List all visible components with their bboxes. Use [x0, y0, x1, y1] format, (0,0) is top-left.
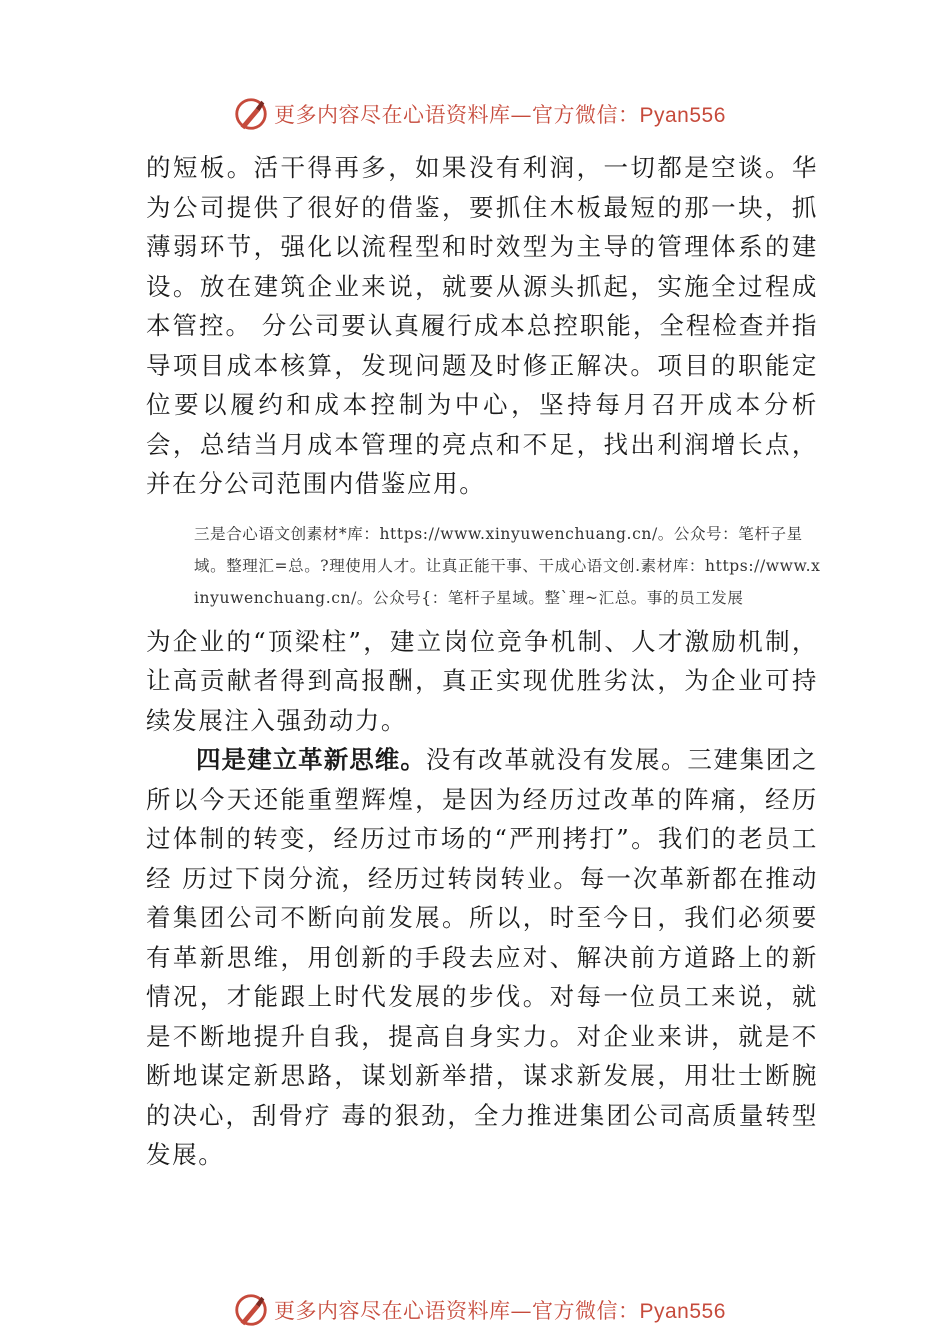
watermark-noise-text: 三是合心语文创素材*库：https://www.xinyuwenchuang.cn/。公众号：笔杆子星域。整理汇=总。?理使用人才。让真正能干事、干成心语文创.素材库：https://www.xinyuwenchuang.cn/。公众号{：笔杆子星域。整`理~汇总。事的员工发展 [194, 524, 821, 607]
banner-label: 更多内容尽在心语资料库—官方微信： [274, 1299, 640, 1323]
wechat-id: Pyan556 [639, 1300, 726, 1323]
brush-logo-icon [232, 1291, 270, 1329]
paragraph-innovation-body: 没有改革就没有发展。三建集团之所以今天还能重塑辉煌，是因为经历过改革的阵痛，经历过体制的转变，经历过市场的“严刑拷打”。我们的老员工经 历过下岗分流，经历过转岗转业。每一次革新都在推动着集团公司不断向前发展。所以，时至今日，我们必须要有革新思维，用创新的手段去应对、解决前方道路上的新情况，才能跟上时代发展的步伐。对每一位员工来说，就是不断地提升自我，提高自身实力。对企业来讲，就是不断地谋定新思路，谋划新举措，谋求新发展，用壮士断腕的决心，刮骨疗 毒的狠劲，全力推进集团公司高质量转型发展。 [146, 745, 818, 1169]
document-body [146, 148, 821, 1175]
wechat-id: Pyan556 [639, 104, 726, 127]
banner-label: 更多内容尽在心语资料库—官方微信： [274, 103, 640, 127]
header-banner [232, 94, 752, 134]
footer-banner [232, 1290, 752, 1330]
paragraph-innovation [146, 740, 818, 1175]
banner-text [274, 99, 726, 129]
paragraph-talent: 为企业的“顶梁柱”，建立岗位竞争机制、人才激励机制，让高贡献者得到高报酬，真正实现优胜劣汰，为企业可持续发展注入强劲动力。 [146, 626, 818, 735]
banner-text [274, 1295, 726, 1325]
brush-logo-icon [232, 95, 270, 133]
section-heading: 四是建立革新思维。 [196, 745, 426, 774]
paragraph-cost-control: 的短板。活干得再多，如果没有利润，一切都是空谈。华为公司提供了很好的借鉴，要抓住木板最短的那一块，抓薄弱环节，强化以流程型和时效型为主导的管理体系的建设。放在建筑企业来说，就要从源头抓起，实施全过程成本管控。 分公司要认真履行成本总控职能，全程检查并指导项目成本核算，发现问题及时修正解决。项目的职能定位要以履约和成本控制为中心，坚持每月召开成本分析会，总结当月成本管理的亮点和不足，找出利润增长点，并在分公司范围内借鉴应用。 [146, 153, 818, 498]
